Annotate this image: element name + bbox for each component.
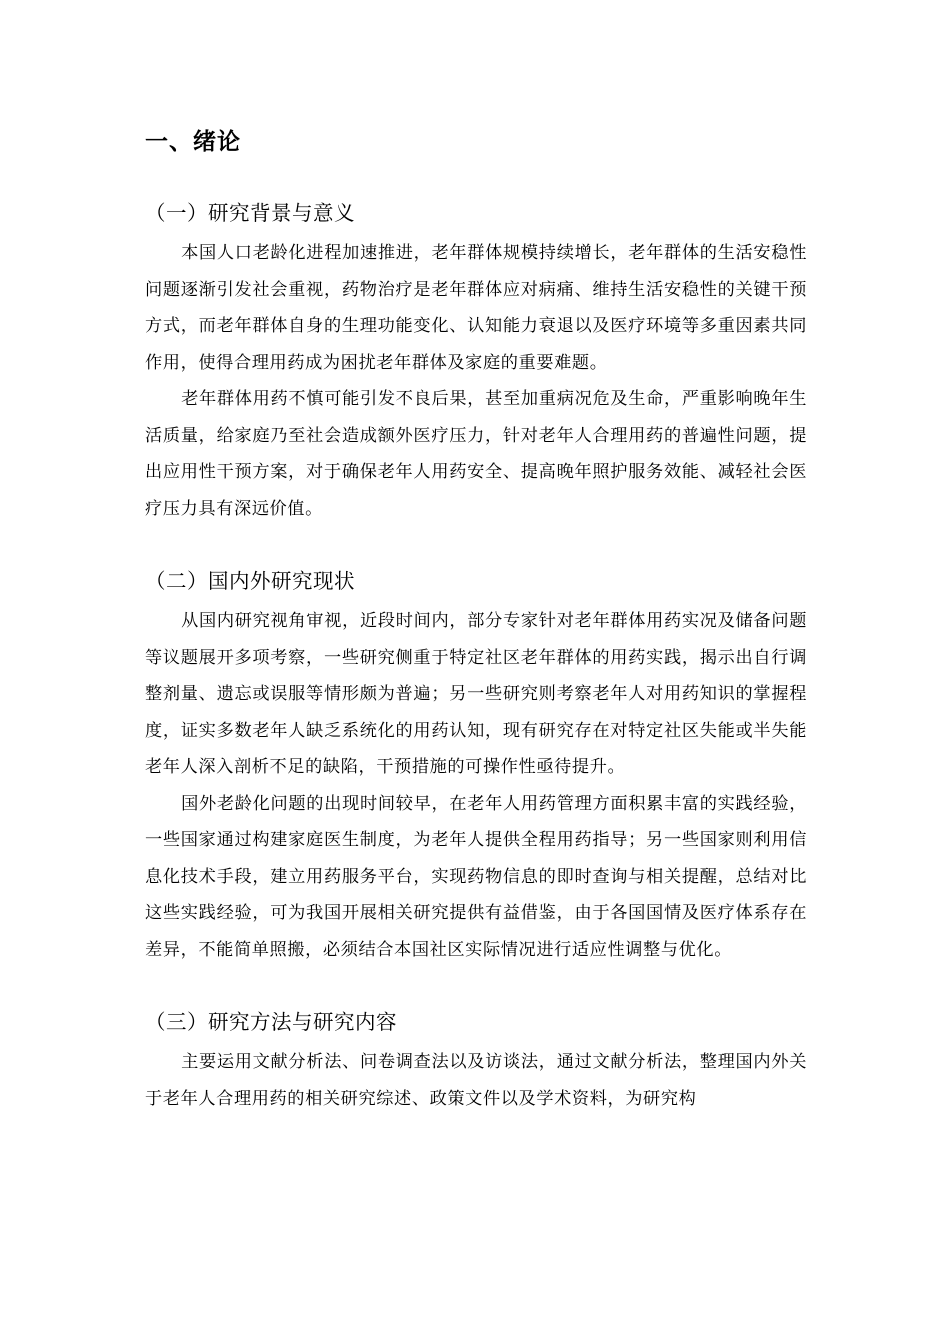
section-background — [145, 193, 807, 527]
section-research-status — [145, 561, 807, 968]
chapter-heading: 一、绪论 — [145, 129, 241, 155]
section-title: （一）研究背景与意义 — [145, 201, 355, 225]
paragraph: 本国人口老龄化进程加速推进，老年群体规模持续增长，老年群体的生活安稳性问题逐渐引发社会重视，药物治疗是老年群体应对病痛、维持生活安稳性的关键干预方式，而老年群体自身的生理功能变化、认知能力衰退以及医疗环境等多重因素共同作用，使得合理用药成为困扰老年群体及家庭的重要难题。 — [145, 243, 807, 373]
paragraph: 从国内研究视角审视，近段时间内，部分专家针对老年群体用药实况及储备问题等议题展开多项考察，一些研究侧重于特定社区老年群体的用药实践，揭示出自行调整剂量、遗忘或误服等情形颇为普遍；另一些研究则考察老年人对用药知识的掌握程度，证实多数老年人缺乏系统化的用药认知，现有研究存在对特定社区失能或半失能老年人深入剖析不足的缺陷，干预措施的可操作性亟待提升。 — [145, 611, 807, 777]
section-title: （二）国内外研究现状 — [145, 569, 355, 593]
section-methods — [145, 1002, 807, 1117]
paragraph: 老年群体用药不慎可能引发不良后果，甚至加重病况危及生命，严重影响晚年生活质量，给家庭乃至社会造成额外医疗压力，针对老年人合理用药的普遍性问题，提出应用性干预方案，对于确保老年人用药安全、提高晚年照护服务效能、减轻社会医疗压力具有深远价值。 — [145, 389, 807, 519]
document-body — [145, 120, 807, 1151]
paragraph: 国外老龄化问题的出现时间较早，在老年人用药管理方面积累丰富的实践经验，一些国家通过构建家庭医生制度，为老年人提供全程用药指导；另一些国家则利用信息化技术手段，建立用药服务平台，实现药物信息的即时查询与相关提醒，总结对比这些实践经验，可为我国开展相关研究提供有益借鉴，由于各国国情及医疗体系存在差异，不能简单照搬，必须结合本国社区实际情况进行适应性调整与优化。 — [145, 793, 807, 960]
paragraph: 主要运用文献分析法、问卷调查法以及访谈法，通过文献分析法，整理国内外关于老年人合理用药的相关研究综述、政策文件以及学术资料，为研究构 — [145, 1052, 807, 1109]
section-title: （三）研究方法与研究内容 — [145, 1010, 397, 1034]
